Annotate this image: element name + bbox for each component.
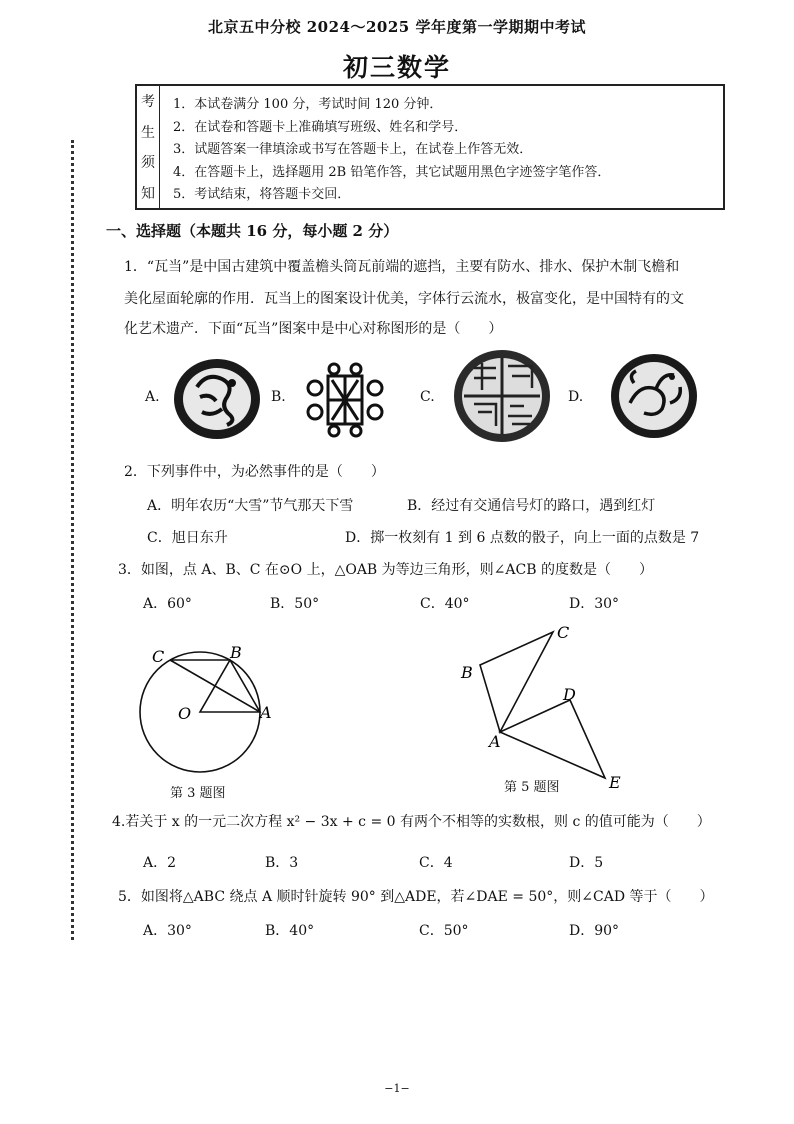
q5-option-b: B．40°	[265, 923, 315, 939]
notice-item: 2．在试卷和答题卡上准确填写班级、姓名和学号．	[173, 119, 468, 135]
label-c: C	[557, 623, 570, 642]
q3-option-d: D．30°	[569, 596, 620, 612]
q5-stem: 5．如图将△ABC 绕点 A 顺时针旋转 90° 到△ADE，若∠DAE = 50°，则∠CAD 等于（ ）	[118, 889, 714, 905]
notice-item: 5．考试结束，将答题卡交回．	[173, 187, 351, 202]
notice-item: 4．在答题卡上，选择题用 2B 铅笔作答，其它试题用黑色字迹签字笔作答．	[173, 164, 611, 180]
q2-option-a: A．明年农历“大雪”节气那天下雪	[147, 498, 354, 514]
q5-figure-caption: 第 5 题图	[504, 780, 560, 795]
label-b: B	[461, 663, 473, 682]
tile-pattern-icon	[302, 362, 388, 438]
label-a: A	[260, 703, 272, 722]
q2-option-d: D．掷一枚刻有 1 到 6 点数的骰子，向上一面的点数是 7	[345, 530, 700, 546]
q1-line3: 化艺术遗产．下面“瓦当”图案中是中心对称图形的是（ ）	[124, 321, 503, 337]
label-b: B	[230, 643, 242, 662]
q5-option-c: C．50°	[419, 923, 469, 939]
q5-option-d: D．90°	[569, 923, 620, 939]
page-number: −1−	[384, 1082, 410, 1095]
label-a: A	[489, 732, 501, 751]
label-o: O	[178, 704, 192, 723]
q4-stem: 4.若关于 x 的一元二次方程 x² − 3x + c = 0 有两个不相等的实数根，则 c 的值可能为（ ）	[112, 814, 711, 830]
section-heading: 一、选择题（本题共 16 分，每小题 2 分）	[106, 222, 399, 240]
q2-stem: 2．下列事件中，为必然事件的是（ ）	[124, 464, 385, 480]
notice-item: 1．本试卷满分 100 分，考试时间 120 分钟．	[173, 97, 443, 112]
q3-option-a: A．60°	[143, 596, 192, 612]
q1-option-b: B.	[271, 389, 286, 405]
triangle-oab	[200, 660, 260, 712]
tile-characters-icon	[452, 348, 552, 444]
tile-bird-icon	[610, 353, 698, 439]
q4-option-a: A．2	[143, 855, 177, 871]
q4-option-c: C．4	[419, 855, 453, 871]
q1-option-d: D.	[568, 389, 584, 405]
tile-dragon-icon	[172, 357, 262, 441]
notice-label-char: 考	[141, 94, 155, 111]
q3-stem: 3．如图，点 A、B、C 在⊙O 上，△OAB 为等边三角形，则∠ACB 的度数是（ ）	[118, 562, 653, 578]
q3-caption: 第 3 题图	[170, 786, 226, 801]
q3-option-c: C．40°	[420, 596, 470, 612]
triangle-abc	[480, 632, 553, 732]
q3-figure	[130, 640, 280, 780]
notice-item: 3．试题答案一律填涂或书写在答题卡上，在试卷上作答无效．	[173, 142, 533, 157]
label-c: C	[152, 647, 165, 666]
notice-label-char: 知	[141, 185, 155, 202]
subject-title: 初三数学	[342, 53, 451, 82]
q1-option-c: C.	[420, 389, 435, 405]
q4-option-b: B．3	[265, 855, 299, 871]
notice-label-char: 生	[141, 124, 155, 141]
q4-option-d: D．5	[569, 855, 604, 871]
q1-option-a: A.	[145, 389, 160, 405]
triangle-ade	[500, 700, 605, 778]
q2-option-b: B．经过有交通信号灯的路口，遇到红灯	[407, 498, 656, 514]
label-e: E	[609, 773, 621, 792]
candidate-notice-box	[135, 84, 725, 210]
q1-line1: 1．“瓦当”是中国古建筑中覆盖檐头筒瓦前端的遮挡，主要有防水、排水、保护木制飞檐和	[124, 259, 680, 275]
binding-dotted-line	[71, 140, 74, 940]
q3-option-b: B．50°	[270, 596, 320, 612]
notice-items	[173, 94, 610, 207]
q1-line2: 美化屋面轮廓的作用．瓦当上的图案设计优美，字体行云流水，极富变化，是中国特有的文	[124, 291, 684, 307]
q5-figure	[455, 620, 630, 795]
exam-title: 北京五中分校 2024～2025 学年度第一学期期中考试	[208, 18, 586, 36]
q5-option-a: A．30°	[143, 923, 192, 939]
label-d: D	[563, 685, 576, 704]
notice-label	[137, 86, 160, 208]
q2-option-c: C．旭日东升	[147, 530, 228, 546]
notice-label-char: 须	[141, 155, 155, 172]
